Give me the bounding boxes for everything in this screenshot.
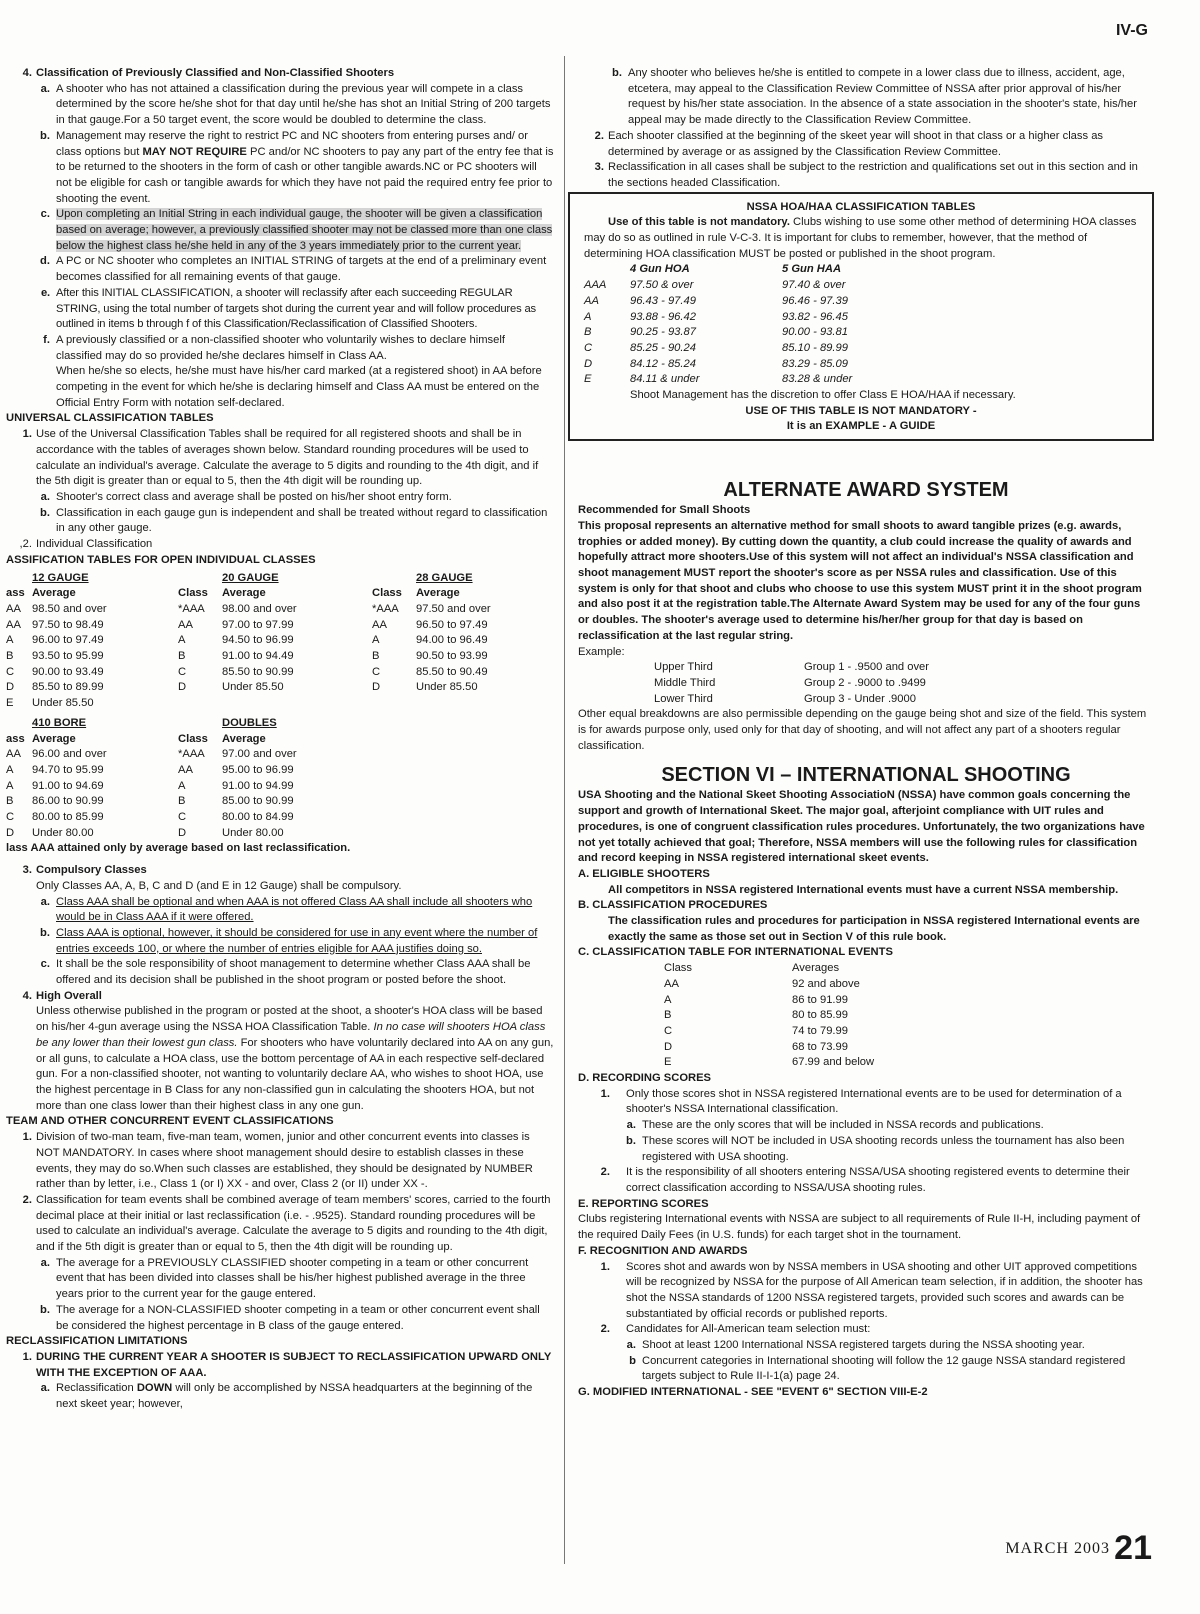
paragraph-text: Use of the Universal Classification Tables shall be required for all registered shoots and shall be in accordance with the tables of averages shown below. Standard rounding procedures will be used to calculate an individual's average. Calculate the average to 5 digits and rounding to the 4th digit, and if the 5th digit is greater than or equal to 5, then the 4th digit will be rounding up.	[36, 428, 539, 488]
value-cell: 80.00 to 84.99	[222, 811, 294, 824]
value-cell: 80.00 to 85.99	[32, 811, 104, 824]
value-cell: 96.50 to 97.49	[416, 618, 488, 631]
universal-b: b. Classification in each gauge gun is independent and shall be treated without regard to classification in any other gauge.	[40, 506, 548, 535]
table-row	[584, 325, 852, 341]
section-vi-title: SECTION VI – INTERNATIONAL SHOOTING	[661, 764, 1071, 787]
table-row	[178, 747, 297, 763]
class-cell: B	[178, 795, 186, 808]
table-row	[178, 680, 297, 696]
table-row	[664, 993, 874, 1009]
paragraph-text: Division of two-man team, five-man team, women, junior and other concurrent events into classes is NOT MANDATORY. In cases where shoot management should desire to establish classes in these events, they may do so.When such classes are established, they should be designated by NUMBER rather than by letter, i.e., Class 1 (or I) XX - and over, Class 2 (or II) under XX -.	[36, 1131, 533, 1191]
value-cell: 97.40 & over	[782, 279, 846, 292]
class-cell: C	[178, 665, 187, 678]
item-number: 4.	[22, 989, 32, 1002]
value-cell: 85.10 - 89.99	[782, 341, 848, 354]
table-row	[6, 665, 107, 681]
paragraph-text: Unless otherwise published in the program or posted at the shoot, a shooter's HOA class will be based on his/her 4-gun average using the NSSA HOA Classification Table.	[36, 1005, 543, 1034]
value-cell: 90.25 - 93.87	[630, 326, 696, 339]
column-divider	[564, 56, 565, 1564]
value-cell: 93.88 - 96.42	[630, 310, 696, 323]
value-cell: 85.50 to 89.99	[32, 681, 104, 694]
class-cell: *AAA	[178, 748, 205, 761]
value-cell: Under 85.50	[222, 681, 284, 694]
recognition-a: a. Shoot at least 1200 International NSSA registered targets during the NSSA shooting year.	[626, 1339, 1085, 1352]
col-header: Average	[222, 732, 266, 745]
paragraph-text: Only those scores shot in NSSA registered International events are to be used for determination of a shooter's NSSA International classification.	[626, 1087, 1122, 1116]
paragraph-text: The average for a NON-CLASSIFIED shooter competing in a team or other concurrent event shall be considered the highest percentage in B class of the gauge entered.	[56, 1303, 540, 1332]
table-28-gauge	[372, 571, 491, 712]
recognition-heading: F. RECOGNITION AND AWARDS	[578, 1244, 748, 1257]
recording-heading: D. RECORDING SCORES	[578, 1072, 712, 1085]
italic-text: In no case will shooters HOA class be any lower than their lowest gun class.	[36, 1021, 546, 1049]
class-cell: C	[6, 811, 15, 824]
value-cell: Under 85.50	[416, 681, 478, 694]
alt-award-after: Other equal breakdowns are also permissible depending on the gauge being shot and size of the field. This system is for awards purpose only, used only for that day of shooting, and will not affect any part of a shooters regular classification.	[578, 708, 1147, 752]
col-header: Average	[416, 587, 460, 600]
class-cell: *AAA	[372, 602, 399, 615]
reclass-1: 1. DURING THE CURRENT YEAR A SHOOTER IS SUBJECT TO RECLASSIFICATION UPWARD ONLY WITH THE EXCEPTION OF AAA.	[22, 1350, 552, 1379]
table-doubles	[178, 716, 297, 842]
value-cell: 95.00 to 96.99	[222, 763, 294, 776]
recognition-1: 1. Scores shot and awards won by NSSA members in USA shooting and other UIT approved competitions will be recognized by NSSA for the purpose of All American team selection, if in addition, the shooter has shot the NSSA standards of 1200 NSSA registered targets, provided such scores and awards can be substantiated by official records or published reports.	[600, 1260, 1143, 1320]
class-cell: A	[178, 634, 186, 647]
value-cell: 90.00 to 93.49	[32, 665, 104, 678]
class-cell: A	[372, 634, 380, 647]
universal-2: ,2. Individual Classification	[19, 538, 153, 551]
class-cell: AA	[584, 294, 599, 307]
reporting-heading: E. REPORTING SCORES	[578, 1197, 709, 1210]
table-row	[372, 602, 491, 618]
class-cell: AA	[178, 618, 193, 631]
paragraph-text: When he/she so elects, he/she must have his/her card marked (at a registered shoot) in AA before competing in the event for which he/she is declaring himself and Class AA must be entered on the Official Entry Form with notation self-declared.	[56, 365, 542, 409]
class-cell: *AAA	[178, 602, 205, 615]
table-row	[6, 826, 107, 842]
class-cell: A	[664, 993, 672, 1006]
value-cell: 85.50 to 90.99	[222, 665, 294, 678]
footer-issue: MARCH 2003	[1005, 1540, 1110, 1557]
tables-note: lass AAA attained only by average based on last reclassification.	[6, 842, 351, 855]
value-cell: 91.00 to 94.99	[222, 779, 294, 792]
paragraph-text: After this INITIAL CLASSIFICATION, a shooter will reclassify after each succeeding REGULAR STRING, using the total number of targets shot during the current year and will follow procedures as outlined in items b through f of this Classification/Reclassification of Classified Shooters.	[56, 286, 536, 331]
modified-international: G. MODIFIED INTERNATIONAL - SEE "EVENT 6" SECTION VIII-E-2	[578, 1386, 928, 1399]
class-cell: Upper Third	[654, 661, 713, 674]
section-high-overall	[6, 989, 554, 1005]
paragraph-f-cont	[6, 364, 554, 411]
paragraph-text: A shooter who has not attained a classification during the previous year will compete in a class determined by the score he/she shot for that day until he/she has shot an Initial String of 200 targets in that gauge.For a 50 target event, the score would be doubled to determine the class.	[56, 82, 551, 127]
class-cell: E	[6, 697, 14, 710]
paragraph-text: PC and/or NC shooters to pay any part of the entry fee that is to be returned to the shooters in the form of cash or other tangible awards.NC or PC shooters will not be eligible for cash or tangible awards for which they have not paid the required entry fee prior to shooting the event.	[56, 145, 554, 205]
class-cell: C	[6, 665, 15, 678]
page-id: IV-G	[1115, 22, 1148, 39]
eligible-text: All competitors in NSSA registered International events must have a current NSSA membership.	[608, 883, 1119, 896]
recognition-2: 2. Candidates for All-American team selection must:	[600, 1323, 871, 1336]
emphasis: Use of this table is not mandatory.	[608, 216, 790, 229]
class-cell: D	[664, 1040, 673, 1053]
table-row	[6, 747, 107, 763]
table-row	[178, 649, 297, 665]
class-cell: AA	[6, 748, 21, 761]
paragraph-text: Reclassification in all cases shall be subject to the restriction and qualifications set out in this section and in the sections headed Classification.	[608, 161, 1138, 189]
col-header: Average	[32, 732, 76, 745]
value-cell: 97.00 and over	[222, 748, 297, 761]
hoa-footer-2: It is an EXAMPLE - A GUIDE	[786, 420, 936, 433]
value-cell: Group 1 - .9500 and over	[804, 661, 930, 674]
table-row	[6, 680, 107, 696]
class-cell: B	[664, 1009, 672, 1022]
class-cell: C	[664, 1024, 673, 1037]
table-row	[584, 294, 852, 310]
class-cell: Middle Third	[654, 676, 716, 689]
intl-class-table	[664, 961, 874, 1071]
reporting-text: Clubs registering International events with NSSA are subject to all requirements of Rule II-H, including payment of the required Daily Fees (in U.S. funds) for each target shot in the tournament.	[578, 1213, 1141, 1242]
team-heading: TEAM AND OTHER CONCURRENT EVENT CLASSIFICATIONS	[6, 1115, 334, 1128]
compulsory-intro: Only Classes AA, A, B, C and D (and E in 12 Gauge) shall be compulsory.	[36, 879, 402, 892]
col-header: ass	[6, 732, 25, 745]
value-cell: 93.82 - 96.45	[782, 310, 848, 323]
class-cell: A	[6, 779, 14, 792]
table-row	[6, 633, 107, 649]
hoa-footer-1: USE OF THIS TABLE IS NOT MANDATORY -	[745, 404, 977, 417]
class-cell: B	[6, 795, 14, 808]
paragraph-text: Shoot at least 1200 International NSSA registered targets during the NSSA shooting year.	[642, 1339, 1085, 1352]
class-cell: E	[664, 1056, 672, 1069]
class-cell: A	[6, 763, 14, 776]
value-cell: Group 3 - Under .9000	[804, 692, 916, 705]
value-cell: 94.50 to 96.99	[222, 634, 294, 647]
value-cell: 96.43 - 97.49	[630, 294, 696, 307]
class-cell: AA	[6, 618, 21, 631]
value-cell: 96.00 and over	[32, 748, 107, 761]
table-row	[178, 779, 297, 795]
paragraph-text: Reclassification	[56, 1382, 137, 1395]
paragraph-text: Classification in each gauge gun is independent and shall be treated without regard to classification in any other gauge.	[56, 506, 548, 535]
appeal-b: b. Any shooter who believes he/she is entitled to compete in a lower class due to illness, accident, age, etcetera, may appeal to the Classification Review Committee of NSSA after prior approval of his/her request by his/her state association. In the absence of a state association in the shooter's state, his/her appeal may be made directly to the Classification Review Committee.	[612, 67, 1137, 127]
table-row	[178, 633, 297, 649]
class-cell: B	[178, 650, 186, 663]
gauge-tables-row2	[6, 716, 297, 842]
col-header: Averages	[792, 962, 840, 975]
class-cell: C	[178, 811, 187, 824]
table-row	[6, 649, 107, 665]
table-row	[178, 794, 297, 810]
value-cell: 97.50 & over	[630, 279, 694, 292]
paragraph-text: Concurrent categories in International shooting will follow the 12 gauge NSSA standard registered targets subject to Rule II-I-1(a) page 24.	[642, 1354, 1126, 1383]
table-title: 410 BORE	[32, 716, 87, 729]
value-cell: 97.00 to 97.99	[222, 618, 294, 631]
paragraph-text: Scores shot and awards won by NSSA members in USA shooting and other UIT approved competitions will be recognized by NSSA for the purpose of All American team selection, if in addition, the shooter has shot the NSSA standards of 1200 NSSA registered targets, provided such scores and awards can be substantiated by official records or published reports.	[626, 1260, 1143, 1320]
table-row	[372, 665, 491, 681]
table-row	[654, 676, 929, 692]
universal-a: a. Shooter's correct class and average shall be posted on his/her shoot entry form.	[40, 490, 452, 503]
paragraph-text: Clubs wishing to use some other method of determining HOA classes may do so as outlined in rule V-C-3. It is important for clubs to remember, however, that the method of determining HOA classification MUST be posted or published in the shoot program.	[584, 216, 1137, 260]
table-row	[664, 977, 874, 993]
compulsory-c: c. It shall be the sole responsibility of shoot management to determine whether Class AAA shall be offered and its decision shall be published in the shoot program or posted before the shoot.	[40, 958, 531, 987]
paragraph-e: e. After this INITIAL CLASSIFICATION, a shooter will reclassify after each succeeding REGULAR STRING, using the total number of targets shot during the current year and will follow procedures as outlined in items b through f of this Classification/Reclassification of Classified Shooters.	[40, 286, 536, 331]
value-cell: 97.50 to 98.49	[32, 618, 104, 631]
table-row	[6, 618, 107, 634]
class-3: 3. Reclassification in all cases shall be subject to the restriction and qualifications set out in this section and in the sections headed Classification.	[594, 161, 1138, 189]
paragraph-text: These scores will NOT be included in USA shooting records unless the tournament has also been registered with USA shooting.	[642, 1134, 1125, 1163]
paragraph-text: It is the responsibility of all shooters entering NSSA/USA shooting registered events to determine their correct classification according to NSSA/USA shooting rules.	[626, 1166, 1130, 1194]
value-cell: 93.50 to 95.99	[32, 650, 104, 663]
alt-award-title: ALTERNATE AWARD SYSTEM	[723, 479, 1009, 502]
class-2: 2. Each shooter classified at the beginning of the skeet year will shoot in that class or a higher class as determined by average or as assigned by the Classification Review Committee.	[594, 129, 1104, 158]
table-410-bore	[6, 716, 178, 842]
paragraph-text: Shooter's correct class and average shall be posted on his/her shoot entry form.	[56, 490, 452, 503]
col-header: 4 Gun HOA	[630, 263, 690, 276]
highlighted-text: Upon completing an Initial String in each individual gauge, the shooter will be given a classification based on average; however, a previously classified shooter may not be classed more than one class below the highest class he/she held in any of the 3 years immediately prior to the current year.	[56, 208, 553, 252]
col-header: ass	[6, 587, 25, 600]
value-cell: 97.50 and over	[416, 602, 491, 615]
section-title: High Overall	[36, 989, 102, 1002]
class-cell: A	[178, 779, 186, 792]
paragraph-text: The average for a PREVIOUSLY CLASSIFIED shooter competing in a team or other concurrent event that has been divided into classes shall be his/her highest published average in the three years prior to the current year for the gauge entered.	[56, 1256, 529, 1301]
alt-award-groups	[654, 660, 929, 707]
col-header: Average	[32, 587, 76, 600]
value-cell: 74 to 79.99	[792, 1024, 848, 1037]
class-cell: D	[584, 357, 593, 370]
alt-award-body: This proposal represents an alternative method for small shoots to award tangible prizes (e.g. awards, trophies or added money). By cutting down the quantity, a club could increase the quality of awards and hopefully attract more shooters.Use of this system will not affect an individual's NSSA classification and shoot management MUST report the shooter's score as per NSSA rules and classification. Use of this system is only for that shoot and clubs who choose to use this system MUST print it in the shoot program and also post it at the registration table.The Alternate Award System may be used for any of the four guns or doubles. The shooter's average used to determine his/her/her group for that day is based on reclassification at the last regular string.	[578, 519, 1142, 642]
alt-award-example: Example:	[578, 645, 625, 658]
value-cell: 94.00 to 96.49	[416, 634, 488, 647]
value-cell: 91.00 to 94.69	[32, 779, 104, 792]
emphasis: DOWN	[136, 1382, 173, 1395]
table-row	[178, 826, 297, 842]
table-title: DOUBLES	[222, 716, 277, 729]
table-row	[178, 810, 297, 826]
team-2: 2. Classification for team events shall be combined average of team members' scores, carried to the fourth decimal place at their initial or last reclassification (i.e. - .9525). Standard rounding procedures will be used to calculate an individual's average. Calculate the average to 5 digits and rounding to the 4th digit, and if the 5th digit is greater than or equal to 5, then the 4th digit will be rounding up.	[22, 1193, 551, 1254]
value-cell: 86 to 91.99	[792, 993, 848, 1006]
procedures-heading: B. CLASSIFICATION PROCEDURES	[578, 899, 768, 912]
table-row	[584, 357, 852, 373]
paragraph-text: For shooters who have voluntarily declared into AA on any gun, or all guns, to calculate a HOA class, use the bottom percentage of AA in each respective self-declared gun. For a non-classified shooter, not wanting to voluntarily declare AA, who wishes to shoot HOA, use the highest percentage in B Class for any non-classified gun in calculating the shooters HOA, but not more than one class lower than their highest class in any one gun.	[36, 1036, 554, 1112]
class-cell: D	[178, 681, 187, 694]
col-header: Class	[178, 732, 208, 745]
item-number: 4.	[22, 67, 32, 79]
table-row	[6, 794, 107, 810]
recording-1: 1. Only those scores shot in NSSA registered International events are to be used for determination of a shooter's NSSA International classification.	[600, 1087, 1122, 1116]
table-row	[178, 763, 297, 779]
recognition-b: b Concurrent categories in International shooting will follow the 12 gauge NSSA standard registered targets subject to Rule II-I-1(a) page 24.	[629, 1354, 1126, 1383]
class-cell: C	[584, 341, 593, 354]
value-cell: 85.25 - 90.24	[630, 341, 696, 354]
recording-2: 2. It is the responsibility of all shooters entering NSSA/USA shooting registered events to determine their correct classification according to NSSA/USA shooting rules.	[600, 1166, 1130, 1194]
table-title: 12 GAUGE	[32, 571, 89, 584]
table-row	[654, 660, 929, 676]
value-cell: 67.99 and below	[792, 1056, 875, 1069]
table-row	[372, 680, 491, 696]
table-20-gauge	[178, 571, 372, 712]
section-title: Compulsory Classes	[36, 864, 147, 877]
value-cell: 91.00 to 94.49	[222, 650, 294, 663]
paragraph-d: d. A PC or NC shooter who completes an INITIAL STRING of targets at the end of a preliminary event becomes classified for all remaining events of that gauge.	[40, 255, 547, 284]
paragraph-text: Classification for team events shall be combined average of team members' scores, carried to the fourth decimal place at their initial or last reclassification (i.e. - .9525). Standard rounding procedures will be used to calculate an individual's average. Calculate the average to 5 digits and rounding to the 4th digit, and if the 5th digit is greater than or equal to 5, then the 4th digit will be rounding up.	[36, 1193, 551, 1254]
class-cell: B	[6, 650, 14, 663]
col-header: 5 Gun HAA	[782, 263, 842, 276]
universal-1: 1. Use of the Universal Classification Tables shall be required for all registered shoots and shall be in accordance with the tables of averages shown below. Standard rounding procedures will be used to calculate an individual's average. Calculate the average to 5 digits and rounding to the 4th digit, and if the 5th digit is greater than or equal to 5, then the 4th digit will be rounding up.	[22, 428, 539, 488]
tables-heading: ASSIFICATION TABLES FOR OPEN INDIVIDUAL CLASSES	[6, 553, 316, 566]
reclass-heading: RECLASSIFICATION LIMITATIONS	[6, 1335, 188, 1348]
value-cell: 84.12 - 85.24	[630, 357, 696, 370]
value-cell: 85.50 to 90.49	[416, 665, 488, 678]
section-3	[6, 863, 554, 879]
paragraph-b: b. Management may reserve the right to restrict PC and NC shooters from entering purses and/ or class options but MAY NOT REQUIRE PC and/or NC shooters to pay any part of the entry fee that is to be returned to the shooters in the form of cash or other tangible awards.NC or PC shooters will not be eligible for cash or tangible awards for which they have not paid the required entry fee prior to shooting the event.	[40, 129, 554, 205]
procedures-text: The classification rules and procedures for participation in NSSA registered International events are exactly the same as those set out in Section V of this rule book.	[608, 915, 1140, 943]
section-vi-intro: USA Shooting and the National Skeet Shooting AssociatioN (NSSA) have common goals concerning the support and growth of International Skeet. The major goal, afterjoint compliance with UIT rules and procedures, is one of congruent classification rules procedures. Unfortunately, the two organizations have not yet totally achieved that goal; Therefore, NSSA members will use the following rules for classification and record keeping in NSSA registered international skeet events.	[578, 789, 1145, 865]
section-4	[6, 66, 554, 82]
paragraph-text: A previously classified or a non-classified shooter who voluntarily wishes to declare himself classified may do so provided he/she declares himself in Class AA.	[56, 333, 505, 362]
compulsory-b: b. Class AAA is optional, however, it should be considered for use in any event where the number of entries exceeds 100, or where the number of entries eligible for AAA justifies doing so.	[40, 926, 538, 955]
table-row	[654, 692, 929, 708]
class-cell: D	[6, 826, 15, 839]
class-cell: AA	[372, 618, 387, 631]
class-cell: B	[372, 650, 380, 663]
class-cell: A	[584, 310, 592, 323]
eligible-heading: A. ELIGIBLE SHOOTERS	[578, 867, 710, 880]
section-title: Classification of Previously Classified and Non-Classified Shooters	[36, 67, 395, 79]
paragraph-text: Candidates for All-American team selection must:	[626, 1323, 871, 1336]
paragraph-text: Any shooter who believes he/she is entitled to compete in a lower class due to illness, accident, age, etcetera, may appeal to the Classification Review Committee of NSSA after prior approval of his/her request by his/her state association. In the absence of a state association in the shooter's state, his/her appeal may be made directly to the Classification Review Committee.	[628, 67, 1137, 127]
reclass-a: a. Reclassification DOWN will only be accomplished by NSSA headquarters at the beginning of the next skeet year; however,	[40, 1382, 533, 1411]
class-cell: A	[6, 634, 14, 647]
universal-heading: UNIVERSAL CLASSIFICATION TABLES	[6, 412, 214, 425]
table-row	[664, 1040, 874, 1056]
value-cell: 84.11 & under	[630, 373, 700, 386]
class-cell: D	[372, 681, 381, 694]
paragraph-text: will only be accomplished by NSSA headquarters at the beginning of the next skeet year; however,	[56, 1382, 533, 1411]
gauge-tables-row1	[6, 571, 491, 712]
class-cell: E	[584, 373, 592, 386]
value-cell: Group 2 - .9000 to .9499	[804, 676, 926, 689]
col-header: Class	[178, 587, 208, 600]
table-row	[6, 779, 107, 795]
value-cell: 80 to 85.99	[792, 1009, 848, 1022]
value-cell: 85.00 to 90.99	[222, 795, 294, 808]
class-cell: AA	[178, 763, 193, 776]
table-row	[664, 1024, 874, 1040]
table-row	[584, 372, 852, 388]
class-cell: Lower Third	[654, 692, 713, 705]
intl-table-heading: C. CLASSIFICATION TABLE FOR INTERNATIONAL EVENTS	[578, 946, 893, 959]
table-12-gauge	[6, 571, 178, 712]
hoa-table-box	[568, 192, 1154, 442]
left-column	[6, 66, 554, 1413]
class-cell: AAA	[584, 279, 607, 292]
value-cell: 83.28 & under	[782, 373, 853, 386]
value-cell: 68 to 73.99	[792, 1040, 848, 1053]
class-cell: D	[178, 826, 187, 839]
paragraph-a: a. A shooter who has not attained a classification during the previous year will compete in a class determined by the score he/she shot for that day until he/she has shot an Initial String of 200 targets in that gauge.For a 50 target event, the score would be doubled to determine the class.	[40, 82, 551, 127]
paragraph-text: A PC or NC shooter who completes an INITIAL STRING of targets at the end of a preliminary event becomes classified for all remaining events of that gauge.	[56, 255, 547, 284]
table-row	[6, 810, 107, 826]
hoa-note: Shoot Management has the discretion to offer Class E HOA/HAA if necessary.	[630, 389, 1016, 402]
paragraph-text: It shall be the sole responsibility of shoot management to determine whether Class AAA shall be offered and its decision shall be published in the shoot program or posted before the shoot.	[56, 958, 531, 987]
value-cell: 96.46 - 97.39	[782, 294, 848, 307]
table-row	[178, 602, 297, 618]
value-cell: 90.50 to 93.99	[416, 650, 488, 663]
table-row	[584, 278, 852, 294]
hoa-table	[584, 262, 852, 388]
value-cell: 86.00 to 90.99	[32, 795, 104, 808]
value-cell: 90.00 - 93.81	[782, 326, 848, 339]
table-row	[372, 618, 491, 634]
table-row	[6, 602, 107, 618]
value-cell: 92 and above	[792, 977, 860, 990]
paragraph-text: These are the only scores that will be included in NSSA records and publications.	[642, 1119, 1044, 1132]
emphasis: MAY NOT REQUIRE	[142, 145, 247, 158]
hoa-title: NSSA HOA/HAA CLASSIFICATION TABLES	[746, 200, 976, 213]
hoa-intro	[584, 215, 1138, 262]
underlined-text: Class AAA shall be optional and when AAA is not offered Class AA shall include all shooters who would be in Class AAA if it were offered.	[56, 895, 533, 924]
class-cell: D	[6, 681, 15, 694]
high-overall-text	[6, 1004, 554, 1114]
col-header: Class	[372, 587, 402, 600]
col-header: Average	[222, 587, 266, 600]
value-cell: 98.50 and over	[32, 602, 107, 615]
table-title: 20 GAUGE	[222, 571, 279, 584]
class-cell: AA	[664, 977, 679, 990]
table-row	[178, 618, 297, 634]
table-row	[372, 649, 491, 665]
value-cell: 94.70 to 95.99	[32, 763, 104, 776]
right-column	[578, 66, 1154, 1401]
page-number: 21	[1114, 1529, 1152, 1567]
table-row	[664, 1055, 874, 1071]
table-row	[6, 696, 107, 712]
item-number: 3.	[22, 864, 32, 877]
paragraph-f: f. A previously classified or a non-classified shooter who voluntarily wishes to declare himself classified may do so provided he/she declares himself in Class AA.	[43, 333, 505, 362]
table-row	[178, 665, 297, 681]
value-cell: Under 80.00	[222, 826, 284, 839]
team-b: b. The average for a NON-CLASSIFIED shooter competing in a team or other concurrent event shall be considered the highest percentage in B class of the gauge entered.	[40, 1303, 540, 1332]
paragraph-text: Management may reserve the right to restrict PC and NC shooters from entering purses and/ or class options but	[56, 129, 528, 158]
paragraph-text: DURING THE CURRENT YEAR A SHOOTER IS SUBJECT TO RECLASSIFICATION UPWARD ONLY WITH THE EXCEPTION OF AAA.	[36, 1350, 552, 1379]
paragraph-text: Individual Classification	[36, 538, 153, 551]
table-title: 28 GAUGE	[416, 571, 473, 584]
underlined-text: Class AAA is optional, however, it should be considered for use in any event where the number of entries exceeds 100, or where the number of entries eligible for AAA justifies doing so.	[56, 926, 538, 955]
paragraph-text: Each shooter classified at the beginning of the skeet year will shoot in that class or a higher class as determined by average or as assigned by the Classification Review Committee.	[608, 129, 1104, 158]
table-row	[584, 310, 852, 326]
class-cell: AA	[6, 602, 21, 615]
value-cell: 83.29 - 85.09	[782, 357, 848, 370]
table-row	[6, 763, 107, 779]
class-cell: B	[584, 326, 592, 339]
table-row	[372, 633, 491, 649]
value-cell: 96.00 to 97.49	[32, 634, 104, 647]
class-cell: C	[372, 665, 381, 678]
table-row	[664, 1008, 874, 1024]
paragraph-c: c. Upon completing an Initial String in each individual gauge, the shooter will be given a classification based on average; however, a previously classified shooter may not be classed more than one class below the highest class he/she held in any of the 3 years immediately prior to the current year.	[40, 208, 553, 252]
col-header: Class	[664, 962, 692, 975]
alt-award-subtitle: Recommended for Small Shoots	[578, 504, 751, 517]
recording-b: b. These scores will NOT be included in USA shooting records unless the tournament has also been registered with USA shooting.	[626, 1134, 1125, 1163]
team-1: 1. Division of two-man team, five-man team, women, junior and other concurrent events into classes is NOT MANDATORY. In cases where shoot management should desire to establish classes in these events, they may do so.When such classes are established, they should be designated by NUMBER rather than by letter, i.e., Class 1 (or I) XX - and over, Class 2 (or II) under XX -.	[22, 1131, 533, 1191]
recording-a: a. These are the only scores that will be included in NSSA records and publications.	[626, 1119, 1044, 1132]
value-cell: 98.00 and over	[222, 602, 297, 615]
team-a: a. The average for a PREVIOUSLY CLASSIFIED shooter competing in a team or other concurrent event that has been divided into classes shall be his/her highest published average in the three years prior to the current year for the gauge entered.	[40, 1256, 529, 1301]
table-row	[584, 341, 852, 357]
value-cell: Under 80.00	[32, 826, 94, 839]
compulsory-a: a. Class AAA shall be optional and when AAA is not offered Class AA shall include all shooters who would be in Class AAA if it were offered.	[40, 895, 533, 924]
value-cell: Under 85.50	[32, 697, 94, 710]
